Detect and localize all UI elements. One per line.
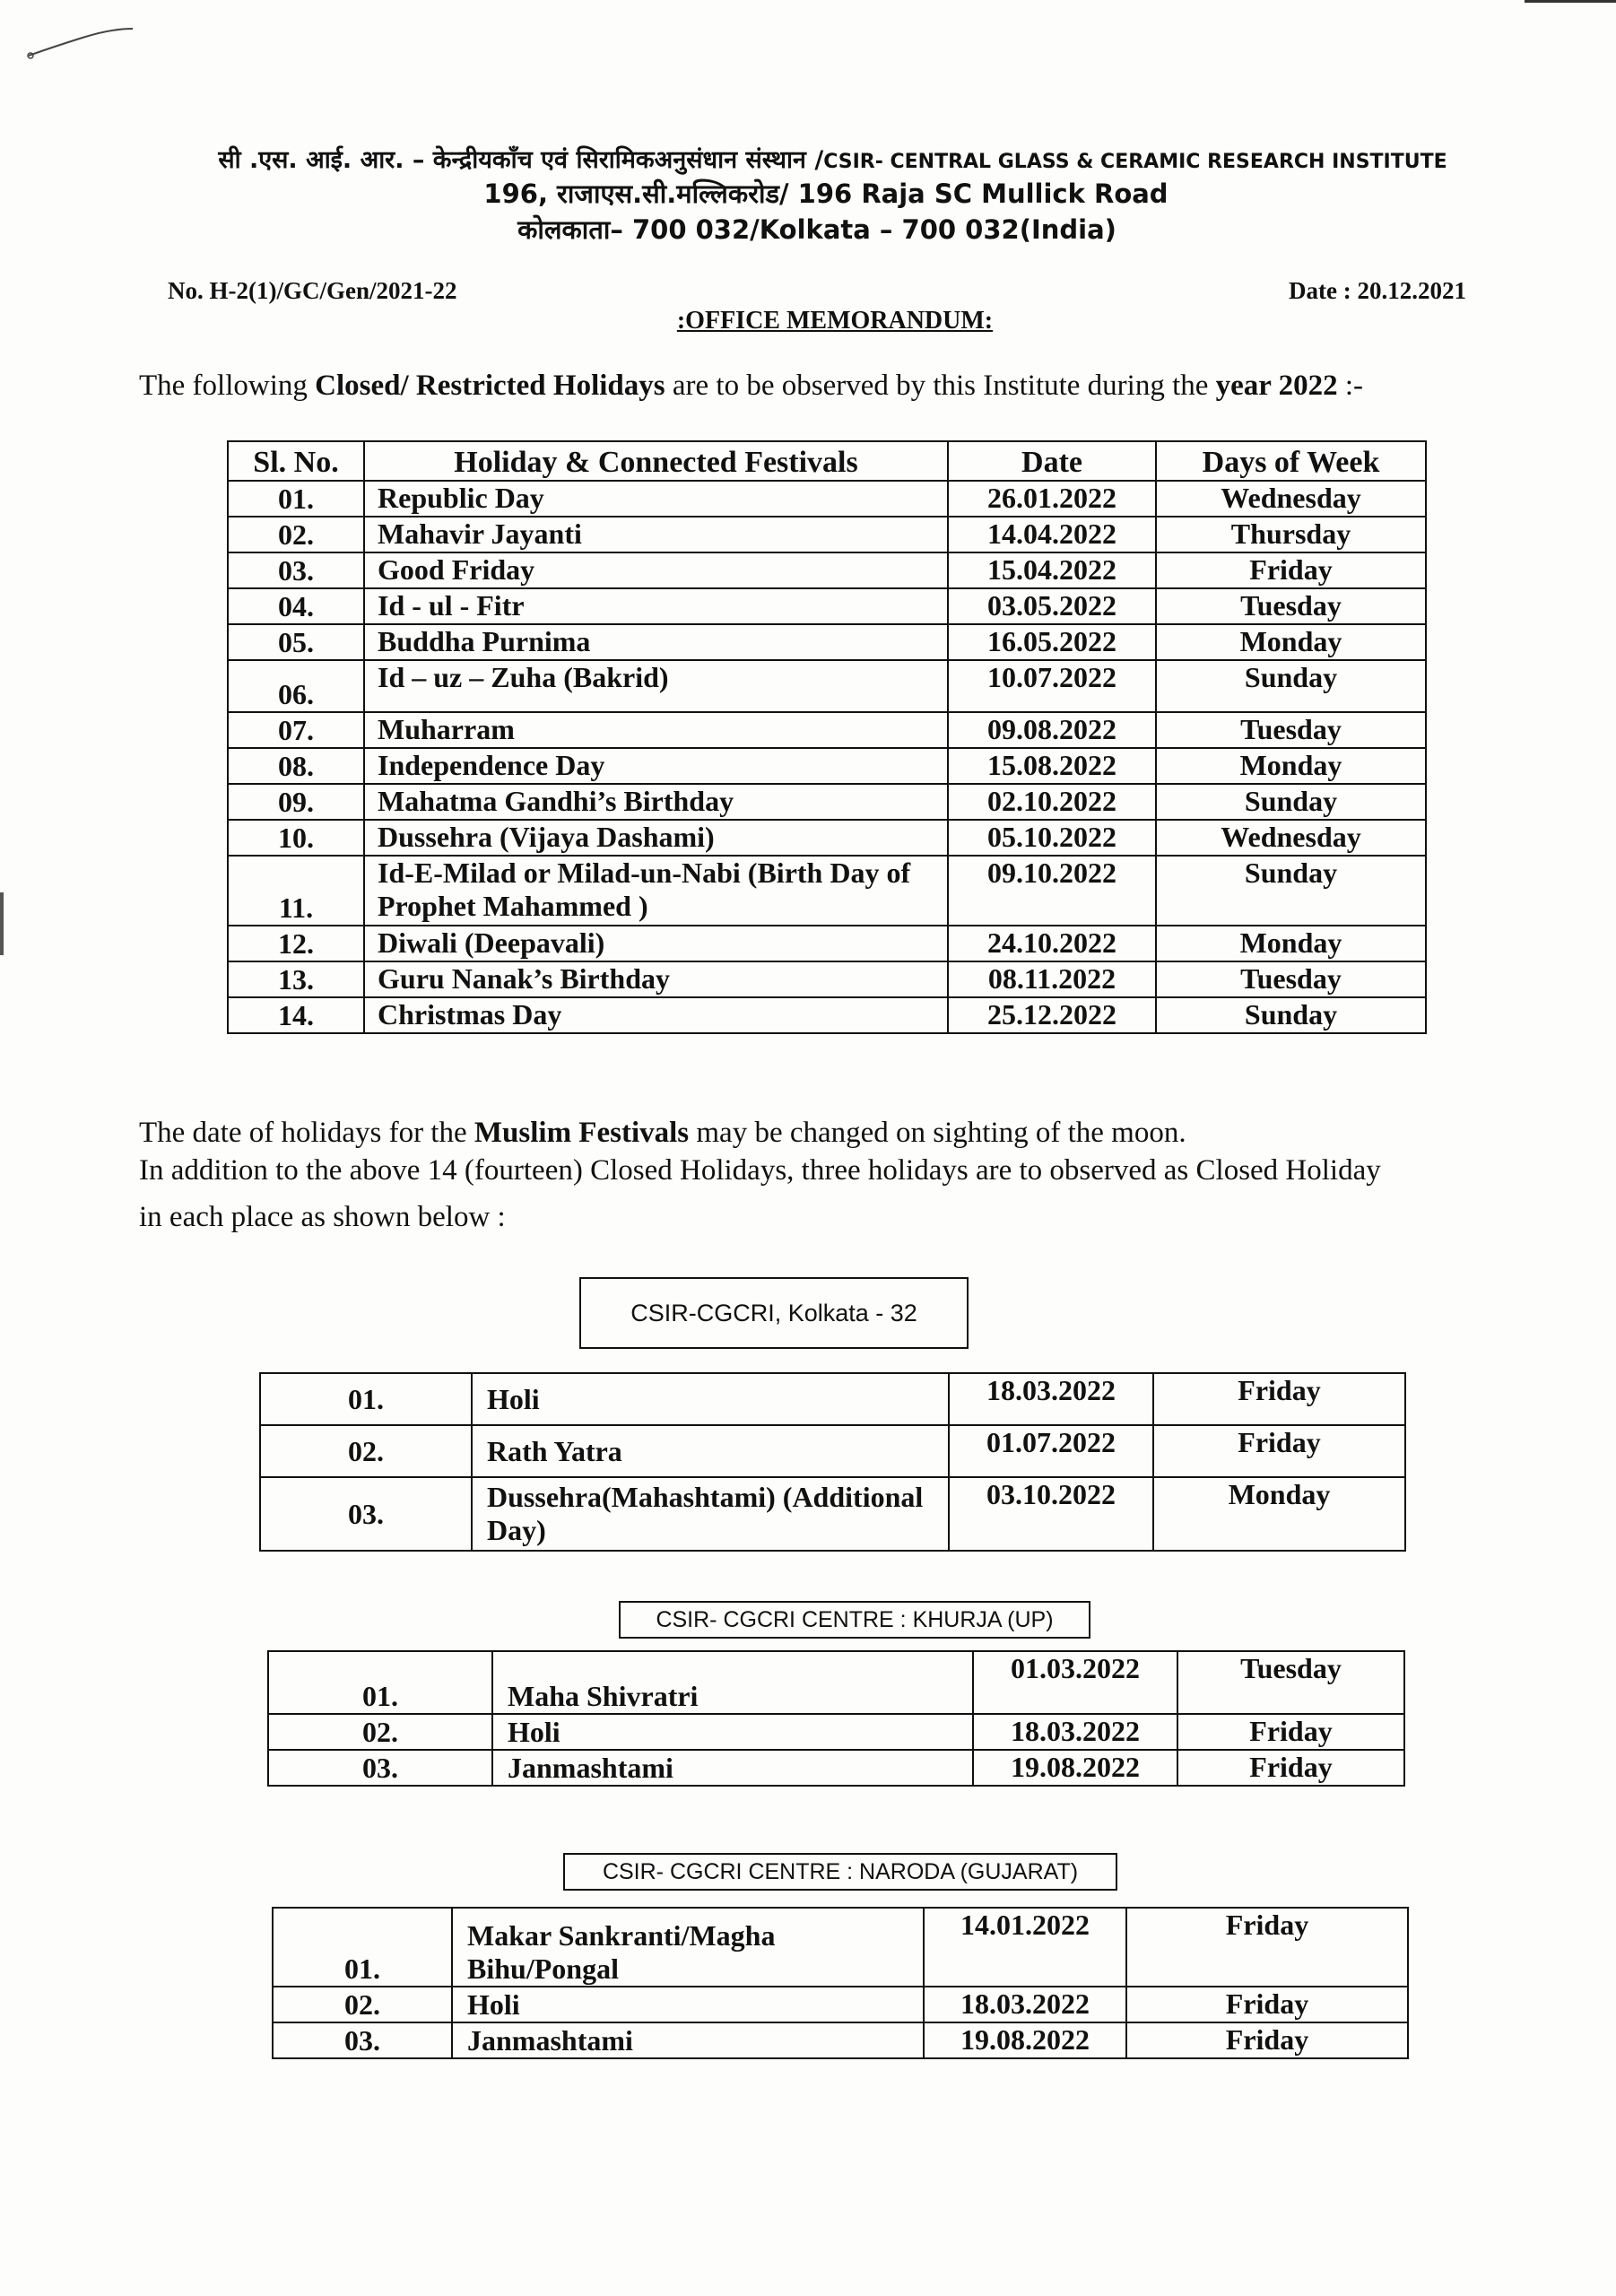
muslim-festival-note: The date of holidays for the Muslim Festivals may be changed on sighting of the moon. <box>139 1117 1186 1149</box>
sl-cell: 13. <box>228 961 364 997</box>
sl-cell: 09. <box>228 784 364 820</box>
naroda-title-box: CSIR- CGCRI CENTRE : NARODA (GUJARAT) <box>563 1853 1117 1891</box>
holiday-cell: Dussehra(Mahashtami) (Additional Day) <box>472 1477 949 1551</box>
additional-holidays-note-cont: in each place as shown below : <box>139 1201 506 1233</box>
sl-cell: 03. <box>260 1477 472 1551</box>
day-cell: Thursday <box>1156 517 1426 552</box>
table-row <box>228 820 1426 856</box>
holiday-cell: Makar Sankranti/Magha Bihu/Pongal <box>452 1908 924 1987</box>
sl-cell: 02. <box>273 1987 452 2022</box>
table-row <box>268 1750 1404 1786</box>
date-cell: 09.10.2022 <box>948 856 1156 926</box>
table-row <box>273 1908 1408 1987</box>
table-row <box>260 1373 1405 1425</box>
date-cell: 18.03.2022 <box>924 1987 1126 2022</box>
sl-cell: 02. <box>260 1425 472 1477</box>
table-row <box>228 624 1426 660</box>
date-cell: 01.03.2022 <box>973 1651 1177 1714</box>
sl-cell: 01. <box>260 1373 472 1425</box>
intro-paragraph: The following Closed/ Restricted Holidays are to be observed by this Institute during the year 2022 :- <box>139 370 1364 402</box>
day-cell: Sunday <box>1156 784 1426 820</box>
day-cell: Tuesday <box>1156 712 1426 748</box>
day-cell: Monday <box>1156 926 1426 961</box>
day-cell: Sunday <box>1156 660 1426 712</box>
kolkata-title-box: CSIR-CGCRI, Kolkata - 32 <box>579 1277 969 1349</box>
sl-cell: 03. <box>228 552 364 588</box>
holidays-table <box>227 440 1427 1034</box>
sl-cell: 02. <box>228 517 364 552</box>
table-row <box>228 926 1426 961</box>
scan-edge-line <box>1525 0 1616 3</box>
sl-cell: 04. <box>228 588 364 624</box>
letterhead-city: कोलकाता– 700 032/Kolkata – 700 032(India) <box>517 214 1116 245</box>
table-row <box>228 784 1426 820</box>
holiday-cell: Id-E-Milad or Milad-un-Nabi (Birth Day of Prophet Mahammed ) <box>364 856 948 926</box>
table-row <box>228 712 1426 748</box>
letterhead-line-1: सी .एस. आई. आर. – केन्द्रीयकाँच एवं सिरामिकअनुसंधान संस्थान /CSIR- CENTRAL GLASS & CERAMIC RESEARCH INSTITUTE <box>218 146 1447 174</box>
day-cell: Friday <box>1126 1908 1408 1987</box>
date-cell: 15.04.2022 <box>948 552 1156 588</box>
table-row <box>273 2022 1408 2058</box>
holiday-cell: Mahatma Gandhi’s Birthday <box>364 784 948 820</box>
date-cell: 15.08.2022 <box>948 748 1156 784</box>
date-cell: 14.04.2022 <box>948 517 1156 552</box>
table-row <box>273 1987 1408 2022</box>
holiday-cell: Holi <box>452 1987 924 2022</box>
table-row <box>228 517 1426 552</box>
sl-cell: 12. <box>228 926 364 961</box>
day-cell: Monday <box>1156 748 1426 784</box>
day-cell: Friday <box>1126 1987 1408 2022</box>
holiday-cell: Republic Day <box>364 481 948 517</box>
day-cell: Wednesday <box>1156 481 1426 517</box>
sl-cell: 02. <box>268 1714 492 1750</box>
table-row <box>228 552 1426 588</box>
sl-cell: 14. <box>228 997 364 1033</box>
holiday-cell: Mahavir Jayanti <box>364 517 948 552</box>
table-row <box>228 588 1426 624</box>
naroda-holidays-table <box>272 1907 1409 2059</box>
reference-number: No. H-2(1)/GC/Gen/2021-22 <box>168 277 457 304</box>
date-cell: 19.08.2022 <box>924 2022 1126 2058</box>
holiday-cell: Diwali (Deepavali) <box>364 926 948 961</box>
table-row <box>260 1425 1405 1477</box>
date-cell: 16.05.2022 <box>948 624 1156 660</box>
day-cell: Tuesday <box>1177 1651 1404 1714</box>
date-cell: 03.10.2022 <box>949 1477 1153 1551</box>
table-row <box>228 856 1426 926</box>
date-cell: 24.10.2022 <box>948 926 1156 961</box>
date-cell: 18.03.2022 <box>973 1714 1177 1750</box>
day-cell: Monday <box>1153 1477 1405 1551</box>
sl-cell: 01. <box>273 1908 452 1987</box>
date-cell: 25.12.2022 <box>948 997 1156 1033</box>
date-cell: 09.08.2022 <box>948 712 1156 748</box>
sl-cell: 03. <box>273 2022 452 2058</box>
day-cell: Wednesday <box>1156 820 1426 856</box>
table-row <box>228 660 1426 712</box>
khurja-holidays-table <box>267 1650 1405 1787</box>
table-row <box>228 997 1426 1033</box>
holiday-cell: Holi <box>472 1373 949 1425</box>
holiday-cell: Rath Yatra <box>472 1425 949 1477</box>
sl-cell: 01. <box>228 481 364 517</box>
khurja-title-box: CSIR- CGCRI CENTRE : KHURJA (UP) <box>619 1601 1090 1639</box>
pen-mark <box>27 25 135 61</box>
sl-cell: 11. <box>228 856 364 926</box>
holiday-cell: Guru Nanak’s Birthday <box>364 961 948 997</box>
holiday-cell: Id – uz – Zuha (Bakrid) <box>364 660 948 712</box>
table-row <box>228 481 1426 517</box>
column-header-sl-no: Sl. No. <box>228 441 364 481</box>
holiday-cell: Good Friday <box>364 552 948 588</box>
date-cell: 14.01.2022 <box>924 1908 1126 1987</box>
column-header-date: Date <box>948 441 1156 481</box>
table-row <box>268 1651 1404 1714</box>
memo-title: :OFFICE MEMORANDUM: <box>676 307 994 335</box>
letterhead-address: 196, राजाएस.सी.मल्लिकरोड/ 196 Raja SC Mullick Road <box>483 178 1169 209</box>
sl-cell: 07. <box>228 712 364 748</box>
holiday-cell: Dussehra (Vijaya Dashami) <box>364 820 948 856</box>
date-cell: 05.10.2022 <box>948 820 1156 856</box>
holiday-cell: Id - ul - Fitr <box>364 588 948 624</box>
table-row <box>228 748 1426 784</box>
day-cell: Friday <box>1177 1750 1404 1786</box>
day-cell: Friday <box>1153 1425 1405 1477</box>
holiday-cell: Janmashtami <box>492 1750 973 1786</box>
scan-edge-mark <box>0 892 4 955</box>
sl-cell: 08. <box>228 748 364 784</box>
table-row <box>260 1477 1405 1551</box>
sl-cell: 10. <box>228 820 364 856</box>
day-cell: Friday <box>1177 1714 1404 1750</box>
additional-holidays-note: In addition to the above 14 (fourteen) Closed Holidays, three holidays are to observed as Closed Holiday <box>139 1154 1381 1187</box>
column-header-day: Days of Week <box>1156 441 1426 481</box>
holiday-cell: Muharram <box>364 712 948 748</box>
holiday-cell: Independence Day <box>364 748 948 784</box>
sl-cell: 01. <box>268 1651 492 1714</box>
date-cell: 26.01.2022 <box>948 481 1156 517</box>
day-cell: Monday <box>1156 624 1426 660</box>
date-cell: 02.10.2022 <box>948 784 1156 820</box>
day-cell: Friday <box>1156 552 1426 588</box>
kolkata-holidays-table <box>259 1372 1406 1552</box>
day-cell: Friday <box>1126 2022 1408 2058</box>
column-header-holiday: Holiday & Connected Festivals <box>364 441 948 481</box>
sl-cell: 06. <box>228 660 364 712</box>
table-header-row <box>228 441 1426 481</box>
date-cell: 18.03.2022 <box>949 1373 1153 1425</box>
sl-cell: 03. <box>268 1750 492 1786</box>
day-cell: Tuesday <box>1156 961 1426 997</box>
date-cell: 19.08.2022 <box>973 1750 1177 1786</box>
day-cell: Sunday <box>1156 997 1426 1033</box>
day-cell: Friday <box>1153 1373 1405 1425</box>
date-cell: 01.07.2022 <box>949 1425 1153 1477</box>
memo-date: Date : 20.12.2021 <box>1289 277 1466 304</box>
holiday-cell: Christmas Day <box>364 997 948 1033</box>
date-cell: 10.07.2022 <box>948 660 1156 712</box>
holiday-cell: Janmashtami <box>452 2022 924 2058</box>
date-cell: 08.11.2022 <box>948 961 1156 997</box>
date-cell: 03.05.2022 <box>948 588 1156 624</box>
day-cell: Tuesday <box>1156 588 1426 624</box>
table-row <box>228 961 1426 997</box>
holiday-cell: Maha Shivratri <box>492 1651 973 1714</box>
holiday-cell: Holi <box>492 1714 973 1750</box>
table-row <box>268 1714 1404 1750</box>
day-cell: Sunday <box>1156 856 1426 926</box>
sl-cell: 05. <box>228 624 364 660</box>
holiday-cell: Buddha Purnima <box>364 624 948 660</box>
